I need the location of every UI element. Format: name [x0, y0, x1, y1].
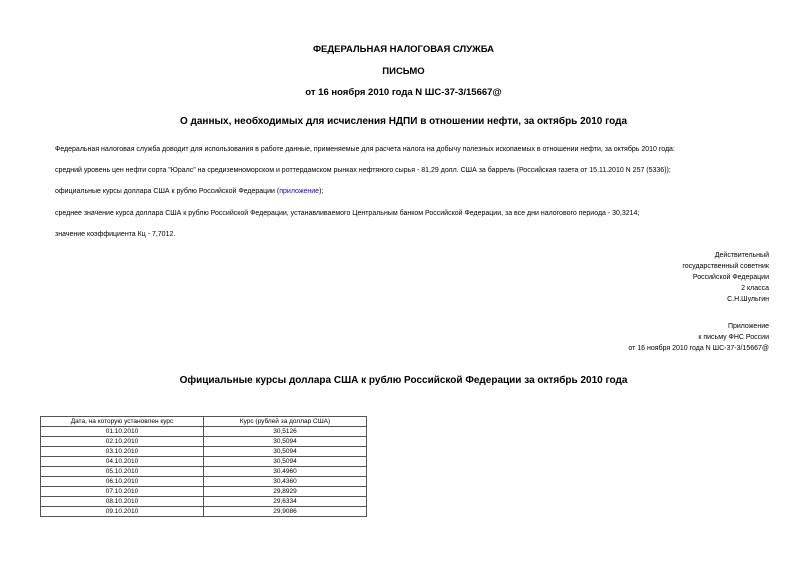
column-header-date: Дата, на которую установлен курс — [41, 417, 204, 427]
signature-name: С.Н.Шульгин — [727, 296, 769, 303]
table-row — [41, 437, 367, 447]
cell-date: 02.10.2010 — [41, 437, 204, 447]
paragraph-exchange-rates — [55, 188, 323, 195]
table-row — [41, 507, 367, 517]
table-row — [41, 487, 367, 497]
cell-rate: 30,5094 — [204, 437, 367, 447]
signature-block — [682, 250, 769, 305]
cell-date: 05.10.2010 — [41, 467, 204, 477]
cell-rate: 30,4360 — [204, 477, 367, 487]
paragraph-exchange-rates-text: официальные курсы доллара США к рублю Российской Федерации ( — [55, 188, 280, 195]
cell-date: 06.10.2010 — [41, 477, 204, 487]
signature-line: 2 класса — [741, 285, 769, 292]
paragraph-coefficient: значение коэффициента Кц - 7,7012. — [55, 231, 176, 238]
document-subject: О данных, необходимых для исчисления НДПИ в отношении нефти, за октябрь 2010 года — [179, 116, 628, 127]
table-row — [41, 477, 367, 487]
table-row — [41, 457, 367, 467]
signature-line: Действительный — [714, 252, 769, 259]
document-type: ПИСЬМО — [382, 66, 425, 77]
cell-rate: 30,4960 — [204, 467, 367, 477]
appendix-header — [628, 321, 769, 354]
cell-date: 07.10.2010 — [41, 487, 204, 497]
appendix-link[interactable]: приложение — [279, 188, 320, 195]
signature-line: Российской Федерации — [692, 274, 769, 281]
table-header-row — [41, 417, 367, 427]
document-date-number: от 16 ноября 2010 года N ШС-37-3/15667@ — [305, 87, 502, 98]
cell-date: 03.10.2010 — [41, 447, 204, 457]
signature-line: государственный советник — [682, 263, 769, 270]
exchange-rate-table — [40, 416, 367, 517]
table-row — [41, 427, 367, 437]
cell-date: 01.10.2010 — [41, 427, 204, 437]
table-row — [41, 467, 367, 477]
appendix-ref-date: от 16 ноября 2010 года N ШС-37-3/15667@ — [628, 345, 769, 352]
cell-rate: 30,5094 — [204, 457, 367, 467]
cell-date: 08.10.2010 — [41, 497, 204, 507]
table-row — [41, 497, 367, 507]
table-title: Официальные курсы доллара США к рублю Российской Федерации за октябрь 2010 года — [179, 375, 628, 386]
cell-date: 04.10.2010 — [41, 457, 204, 467]
column-header-rate: Курс (рублей за доллар США) — [204, 417, 367, 427]
agency-title: ФЕДЕРАЛЬНАЯ НАЛОГОВАЯ СЛУЖБА — [312, 44, 495, 55]
appendix-ref: к письму ФНС России — [698, 334, 769, 341]
table-row — [41, 447, 367, 457]
paragraph-exchange-rates-tail: ); — [319, 188, 324, 195]
appendix-label: Приложение — [727, 323, 769, 330]
paragraph-urals-price: средний уровень цен нефти сорта "Юралс" на средиземноморском и роттердамском рынках нефтяного сырья - 81,29 долл. США за баррель (Российская газета от 15.11.2010 N 257 (5336)); — [55, 167, 671, 174]
cell-rate: 30,5126 — [204, 427, 367, 437]
paragraph-average-rate: среднее значение курса доллара США к рублю Российской Федерации, устанавливаемого Центральным банком Российской Федерации, за все дни налогового периода - 30,3214; — [55, 210, 640, 217]
cell-rate: 29,8929 — [204, 487, 367, 497]
cell-rate: 30,5094 — [204, 447, 367, 457]
cell-date: 09.10.2010 — [41, 507, 204, 517]
paragraph-intro: Федеральная налоговая служба доводит для использования в работе данные, применяемые для расчета налога на добычу полезных ископаемых в отношении нефти, за октябрь 2010 года: — [55, 146, 675, 153]
cell-rate: 29,6334 — [204, 497, 367, 507]
cell-rate: 29,9086 — [204, 507, 367, 517]
